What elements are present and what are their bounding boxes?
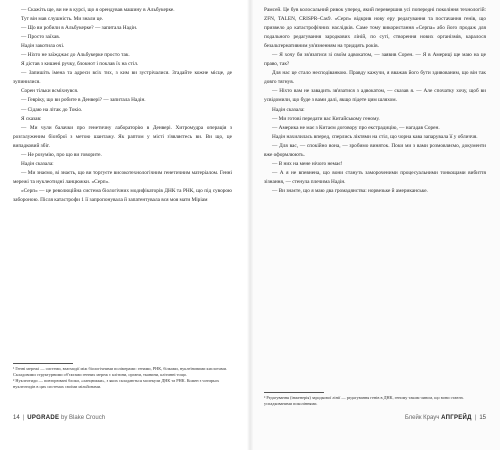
paragraph: Надін нахилилась вперед, сперлись ліктями на стіл, що чорна кава запарувала її у обличчя.	[272, 133, 478, 140]
right-page-body	[264, 6, 486, 196]
right-running-footer	[405, 415, 486, 421]
footnote-divider	[264, 392, 324, 393]
footnote: ² Нуклеотиди — повторювані блоки, «ланцюжки», з яких складаються молекули ДНК та РНК. Кожен з чотирьох нуклеотидів в цих системах своїми мільйонами.	[13, 378, 220, 390]
right-page	[250, 0, 500, 450]
left-page-body	[13, 6, 232, 205]
left-footnotes	[13, 366, 232, 390]
paragraph: — Ніхто вам не завадить зв'язатися з адвокатом, — сказав я. — Але спочатку хочу, щоб ви усвідомили, що буде з вами далі, якщо підете цим шляхом.	[264, 88, 486, 104]
left-running-footer	[13, 415, 105, 421]
paragraph: — Скажіть ще, ви не в курсі, що я орендував машину в Альбукерке.	[21, 7, 175, 13]
paragraph: — Я хочу би зв'язатися зі своїм адвокатом, — заявив Сорен. — Я в Америці ще маю на це право, так?	[264, 52, 486, 68]
paragraph: «Серп» — це революційна система біологічних модифікаторів ДНК та РНК, що під суворою забороною. Після катастрофи 1 її запропонувала й запатентувала вся моя мати Міріам	[13, 187, 232, 203]
paragraph: — Для вас, — спокійно вона, — зробимо виняток. Поки ми з вами розмовляємо, документи вже оформлюють.	[264, 142, 486, 158]
paragraph: — Не розумію, про що ви говорите.	[21, 151, 102, 158]
footnote-divider	[13, 363, 73, 364]
book-title: АПГРЕЙД	[441, 415, 472, 421]
paragraph: Надін сказала:	[272, 106, 305, 113]
paragraph: — Ми знаємо, ві знаєть, що ви торгуєте високотехнологічним генетичним матеріалом. Генні мережі та нуклеотидні ланцюжки. «Серп».	[13, 169, 232, 185]
page-number: 15	[479, 415, 486, 421]
folio-separator: |	[22, 415, 25, 421]
book-author: by Blake Crouch	[61, 415, 106, 421]
paragraph: — Просто заїхав.	[21, 34, 61, 41]
footnote: ¹ Генні мережі — системи, взаємодії між біологічними полімерами: генами, РНК, білками, нуклеїновими кислотами. Складовими структурними об'єктами генних мереж є клітини, органи, тканини, клітинні тощо.	[13, 366, 227, 378]
paragraph: — Запишіть імена та адреси всіх тих, з ким ви зустрічалися. Згадайте кожне місце, де зупинилися.	[13, 70, 232, 86]
book-title: UPGRADE	[27, 415, 60, 421]
paragraph: — Ви знаєте, що я маю два громадянства: норвезьке й американське.	[272, 187, 428, 194]
paragraph: — Сідаю на літак до Токіо.	[21, 106, 83, 113]
right-footnotes	[264, 395, 486, 407]
paragraph: — Ніхто не заїжджає до Альбукерке просто так.	[21, 52, 130, 59]
paragraph: — Ми чули балачки про генетичну лабораторію в Денвері. Хитромудра операція з розгалуженим біозброї з метою шантажу. Як раптом у місті з'являєтесь ви. Ви що, це випадковий збіг.	[13, 124, 232, 149]
paragraph: — В них на мене нічого немає!	[272, 160, 343, 167]
paragraph: Сорен тільки всміхнувся.	[21, 88, 79, 95]
paragraph: Я дістав з кишені ручку, блокнот і поклав їх на стіл.	[21, 61, 139, 68]
folio-separator: |	[474, 415, 477, 421]
paragraph: — Америка не має з Китаєм договору про екстрадицію, — нагадав Сорен.	[272, 124, 440, 131]
paragraph: Надін сказала:	[21, 160, 54, 167]
page-number: 14	[13, 415, 20, 421]
footnote: ³ Редагування (інженерія) зародкової лінії — редагування генів в ДНК, геному таким чином, що вони стають успадкованими поколіннями.	[264, 395, 464, 407]
paragraph: — Що ви робили в Альбукерке? — запитала Надін.	[21, 25, 138, 32]
paragraph: Надін закотила очі.	[21, 43, 65, 50]
paragraph: — А я не впевнена, що вони стануть замороченими процесуальними тонкощами вибиття зізнання, — стенула плечима Надін.	[264, 169, 486, 185]
paragraph: — Гевріку, що ви робите в Денвері? — запитала Надін.	[21, 97, 146, 104]
book-gutter	[247, 0, 253, 450]
paragraph: Для нас це стало несподіванкою. Правду кажучи, я вважав його бути здивованим, що він так довго тягнув.	[264, 70, 486, 86]
paragraph: Я сказав:	[21, 115, 42, 122]
paragraph: Рамсей. Це був колосальний ривок уперед, який перевершив усі попередні покоління технологій: ZFN, TALEN, CRISPR–Cas9. «Серп» відкрив нову еру редагування та постачання генів, що призвело до катастрофічних наслідків. Саме тому використання «Серпа» або його продаж для подального редагування зародкових ліній, по суті, створення нових організмів, каралося безальтернативним ув'язненням на тридцять років.	[264, 7, 486, 50]
paragraph: Тут він мав слушність. Ми знали це.	[21, 16, 104, 23]
book-author: Блейк Крауч	[404, 415, 440, 421]
paragraph: — Ми готові передати вас Китайському геному.	[272, 115, 380, 122]
